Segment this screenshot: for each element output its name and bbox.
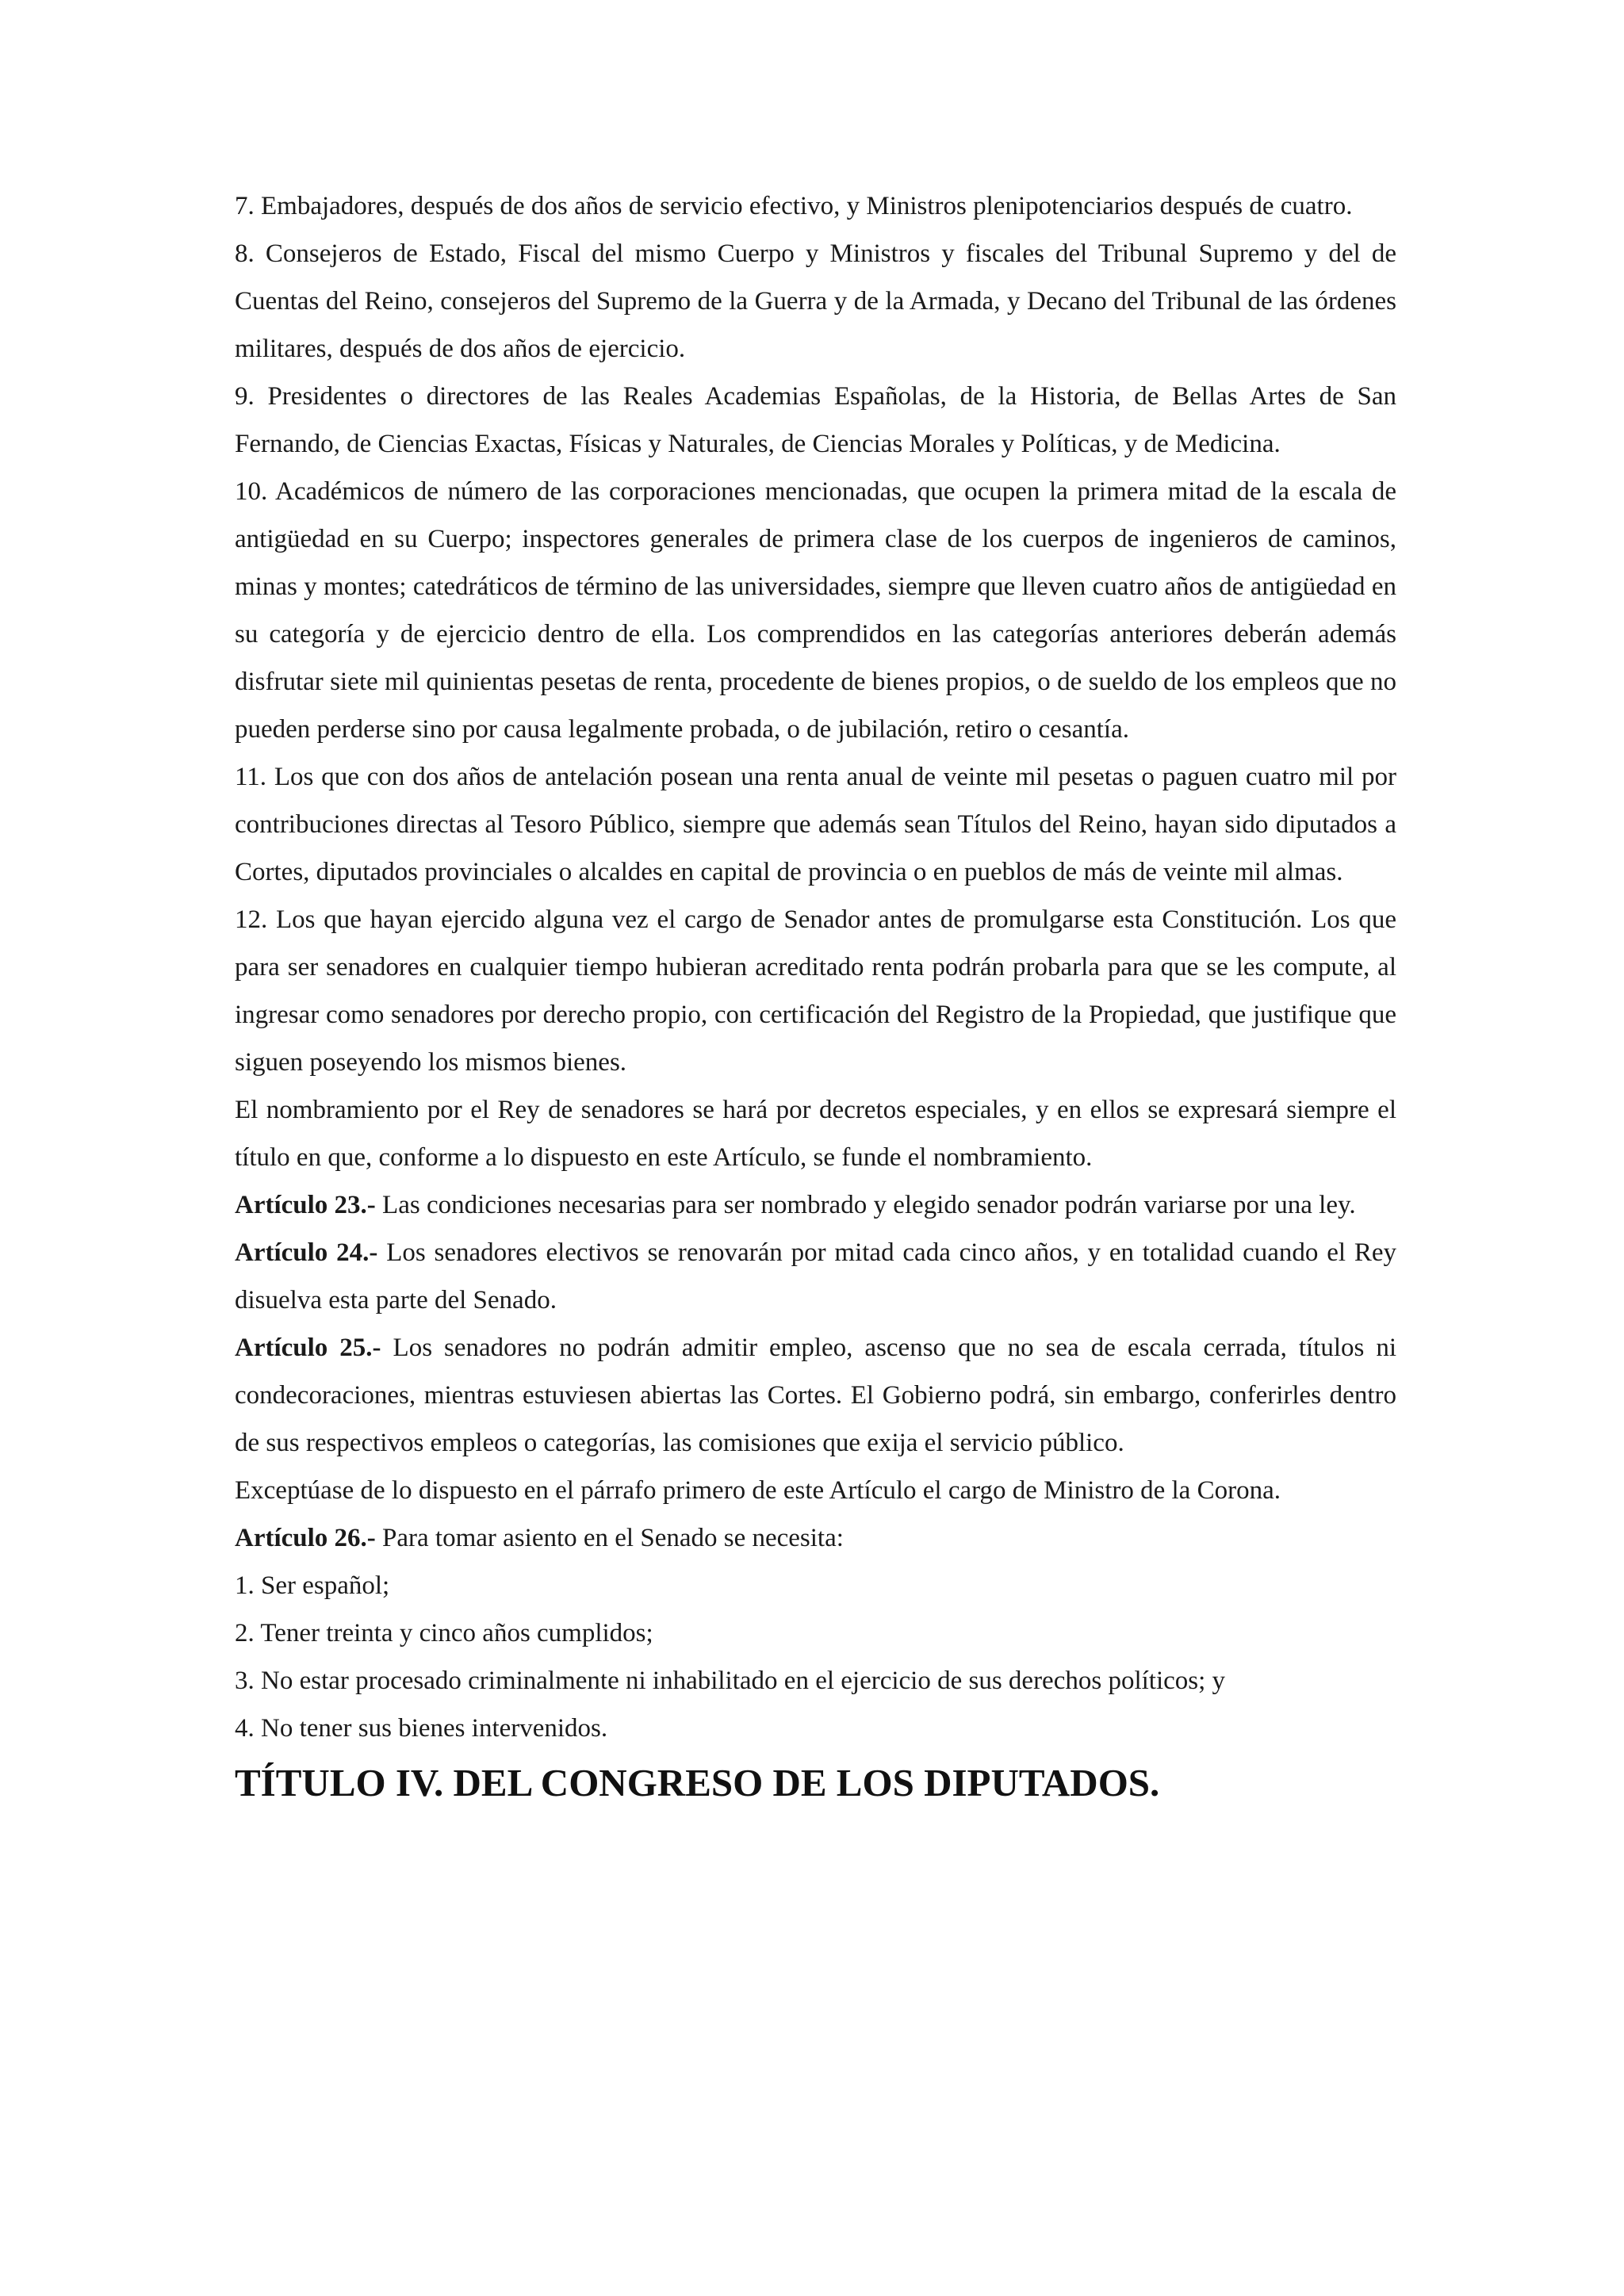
section-heading: TÍTULO IV. DEL CONGRESO DE LOS DIPUTADOS. — [235, 1761, 1160, 1804]
paragraph-text: 11. Los que con dos años de antelación posean una renta anual de veinte mil pesetas o paguen cuatro mil por contribuciones directas al Tesoro Público, siempre que además sean Títulos del Reino, hayan sido diputados a Cortes, diputados provinciales o alcaldes en capital de provincia o en pueblos de más de veinte mil almas. — [235, 763, 1396, 886]
paragraph-text: Para tomar asiento en el Senado se necesita: — [375, 1524, 844, 1552]
article-label: Artículo 23.- — [235, 1191, 376, 1219]
paragraph-item-9 — [235, 373, 1396, 468]
paragraph-text: 7. Embajadores, después de dos años de servicio efectivo, y Ministros plenipotenciarios después de cuatro. — [235, 192, 1353, 220]
paragraph-text: 4. No tener sus bienes intervenidos. — [235, 1714, 608, 1743]
paragraph-articulo-25 — [235, 1324, 1396, 1467]
paragraph-text: Exceptúase de lo dispuesto en el párrafo primero de este Artículo el cargo de Ministro de la Corona. — [235, 1476, 1281, 1505]
paragraph-nombramiento — [235, 1086, 1396, 1181]
article-label: Artículo 26.- — [235, 1524, 376, 1552]
paragraph-text: 1. Ser español; — [235, 1571, 390, 1600]
document-body — [235, 182, 1396, 1811]
paragraph-text: Los senadores no podrán admitir empleo, ascenso que no sea de escala cerrada, títulos ni condecoraciones, mientras estuviesen abiertas las Cortes. El Gobierno podrá, sin embargo, conferirles dentro de sus respectivos empleos o categorías, las comisiones que exija el servicio público. — [235, 1334, 1396, 1457]
paragraph-text: Las condiciones necesarias para ser nombrado y elegido senador podrán variarse por una ley. — [375, 1191, 1356, 1219]
paragraph-text: 2. Tener treinta y cinco años cumplidos; — [235, 1619, 653, 1647]
paragraph-exceptuase — [235, 1467, 1396, 1514]
paragraph-articulo-24 — [235, 1229, 1396, 1324]
paragraph-item-12 — [235, 896, 1396, 1086]
list-item-requirement-4 — [235, 1705, 1396, 1752]
article-label: Artículo 25.- — [235, 1334, 381, 1362]
paragraph-text: El nombramiento por el Rey de senadores se hará por decretos especiales, y en ellos se expresará siempre el título en que, conforme a lo dispuesto en este Artículo, se funde el nombramiento. — [235, 1096, 1396, 1172]
paragraph-text: 9. Presidentes o directores de las Reales Academias Españolas, de la Historia, de Bellas Artes de San Fernando, de Ciencias Exactas, Físicas y Naturales, de Ciencias Morales y Políticas, y de Medicina. — [235, 382, 1396, 458]
paragraph-text: 3. No estar procesado criminalmente ni inhabilitado en el ejercicio de sus derechos políticos; y — [235, 1667, 1226, 1695]
paragraph-text: 12. Los que hayan ejercido alguna vez el cargo de Senador antes de promulgarse esta Constitución. Los que para ser senadores en cualquier tiempo hubieran acreditado renta podrán probarla para que se les compute, al ingresar como senadores por derecho propio, con certificación del Registro de la Propiedad, que justifique que siguen poseyendo los mismos bienes. — [235, 905, 1396, 1077]
list-item-requirement-1 — [235, 1562, 1396, 1609]
paragraph-articulo-23 — [235, 1181, 1396, 1229]
paragraph-articulo-26 — [235, 1514, 1396, 1562]
paragraph-item-8 — [235, 230, 1396, 373]
paragraph-item-10 — [235, 468, 1396, 753]
list-item-requirement-3 — [235, 1657, 1396, 1705]
article-label: Artículo 24.- — [235, 1238, 378, 1267]
list-item-requirement-2 — [235, 1609, 1396, 1657]
paragraph-item-7 — [235, 182, 1396, 230]
paragraph-text: 10. Académicos de número de las corporaciones mencionadas, que ocupen la primera mitad de la escala de antigüedad en su Cuerpo; inspectores generales de primera clase de los cuerpos de ingenieros de caminos, minas y montes; catedráticos de término de las universidades, siempre que lleven cuatro años de antigüedad en su categoría y de ejercicio dentro de ella. Los comprendidos en las categorías anteriores deberán además disfrutar siete mil quinientas pesetas de renta, procedente de bienes propios, o de sueldo de los empleos que no pueden perderse sino por causa legalmente probada, o de jubilación, retiro o cesantía. — [235, 477, 1396, 744]
paragraph-text: Los senadores electivos se renovarán por mitad cada cinco años, y en totalidad cuando el Rey disuelva esta parte del Senado. — [235, 1238, 1397, 1314]
paragraph-text: 8. Consejeros de Estado, Fiscal del mismo Cuerpo y Ministros y fiscales del Tribunal Supremo y del de Cuentas del Reino, consejeros del Supremo de la Guerra y de la Armada, y Decano del Tribunal de las órdenes militares, después de dos años de ejercicio. — [235, 239, 1396, 363]
paragraph-item-11 — [235, 753, 1396, 896]
